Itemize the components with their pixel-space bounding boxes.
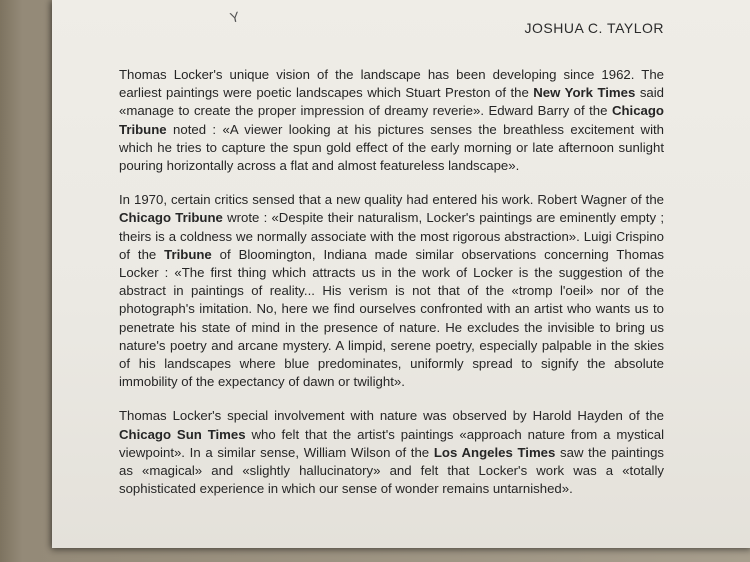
publication-name: Chicago Tribune xyxy=(119,210,223,226)
publication-name: Chicago Tribune xyxy=(119,103,664,137)
document-body xyxy=(119,66,664,514)
publication-name: Los Angeles Times xyxy=(433,444,556,460)
paragraph-3: Thomas Locker's special involvement with nature was observed by Harold Hayden of the Chicago Sun Times who felt that the artist's paintings «approach nature from a mystical viewpoint». In a similar sense, William Wilson of the Los Angeles Times saw the paintings as «magical» and «slightly hallucinatory» and felt that Locker's work was a «totally sophisticated experience in which our sense of wonder remains untarnished». xyxy=(119,408,664,497)
publication-name: Chicago Sun Times xyxy=(119,426,246,442)
paragraph-1: Thomas Locker's unique vision of the landscape has been developing since 1962. The earliest paintings were poetic landscapes which Stuart Preston of the New York Times said «manage to create the proper impression of dreamy reverie». Edward Barry of the Chicago Tribune noted : «A viewer looking at his pictures senses the breathless excitement with which he tries to capture the spun gold effect of the early morning or late afternoon sunlight pouring horizontally across a flat and almost featureless landscape». xyxy=(119,67,665,174)
pencil-mark-icon: Y xyxy=(228,8,241,26)
author-heading: JOSHUA C. TAYLOR xyxy=(524,20,664,36)
paragraph-2: In 1970, certain critics sensed that a new quality had entered his work. Robert Wagner of the Chicago Tribune wrote : «Despite their naturalism, Locker's paintings are eminently empty ; theirs is a coldness we normally associate with the most rigorous abstraction». Luigi Crispino of the Tribune of Bloomington, Indiana made similar observations concerning Thomas Locker : «The first thing which attracts us in the work of Locker is the suggestion of the abstract in paintings of reality... His verism is not that of the «tromp l'oeil» nor of the photograph's imitation. No, here we find ourselves confronted with an artist who wants us to penetrate his state of mind in the presence of nature. He excludes the invisible to bring us nature's poetry and arcane mystery. A limpid, serene poetry, especially palpable in the skies of his landscapes where blue predominates, uniformly spread to signify the absolute immobility of the expectancy of dawn or twilight». xyxy=(119,192,665,390)
publication-name: New York Times xyxy=(533,85,636,101)
publication-name: Tribune xyxy=(164,246,212,262)
